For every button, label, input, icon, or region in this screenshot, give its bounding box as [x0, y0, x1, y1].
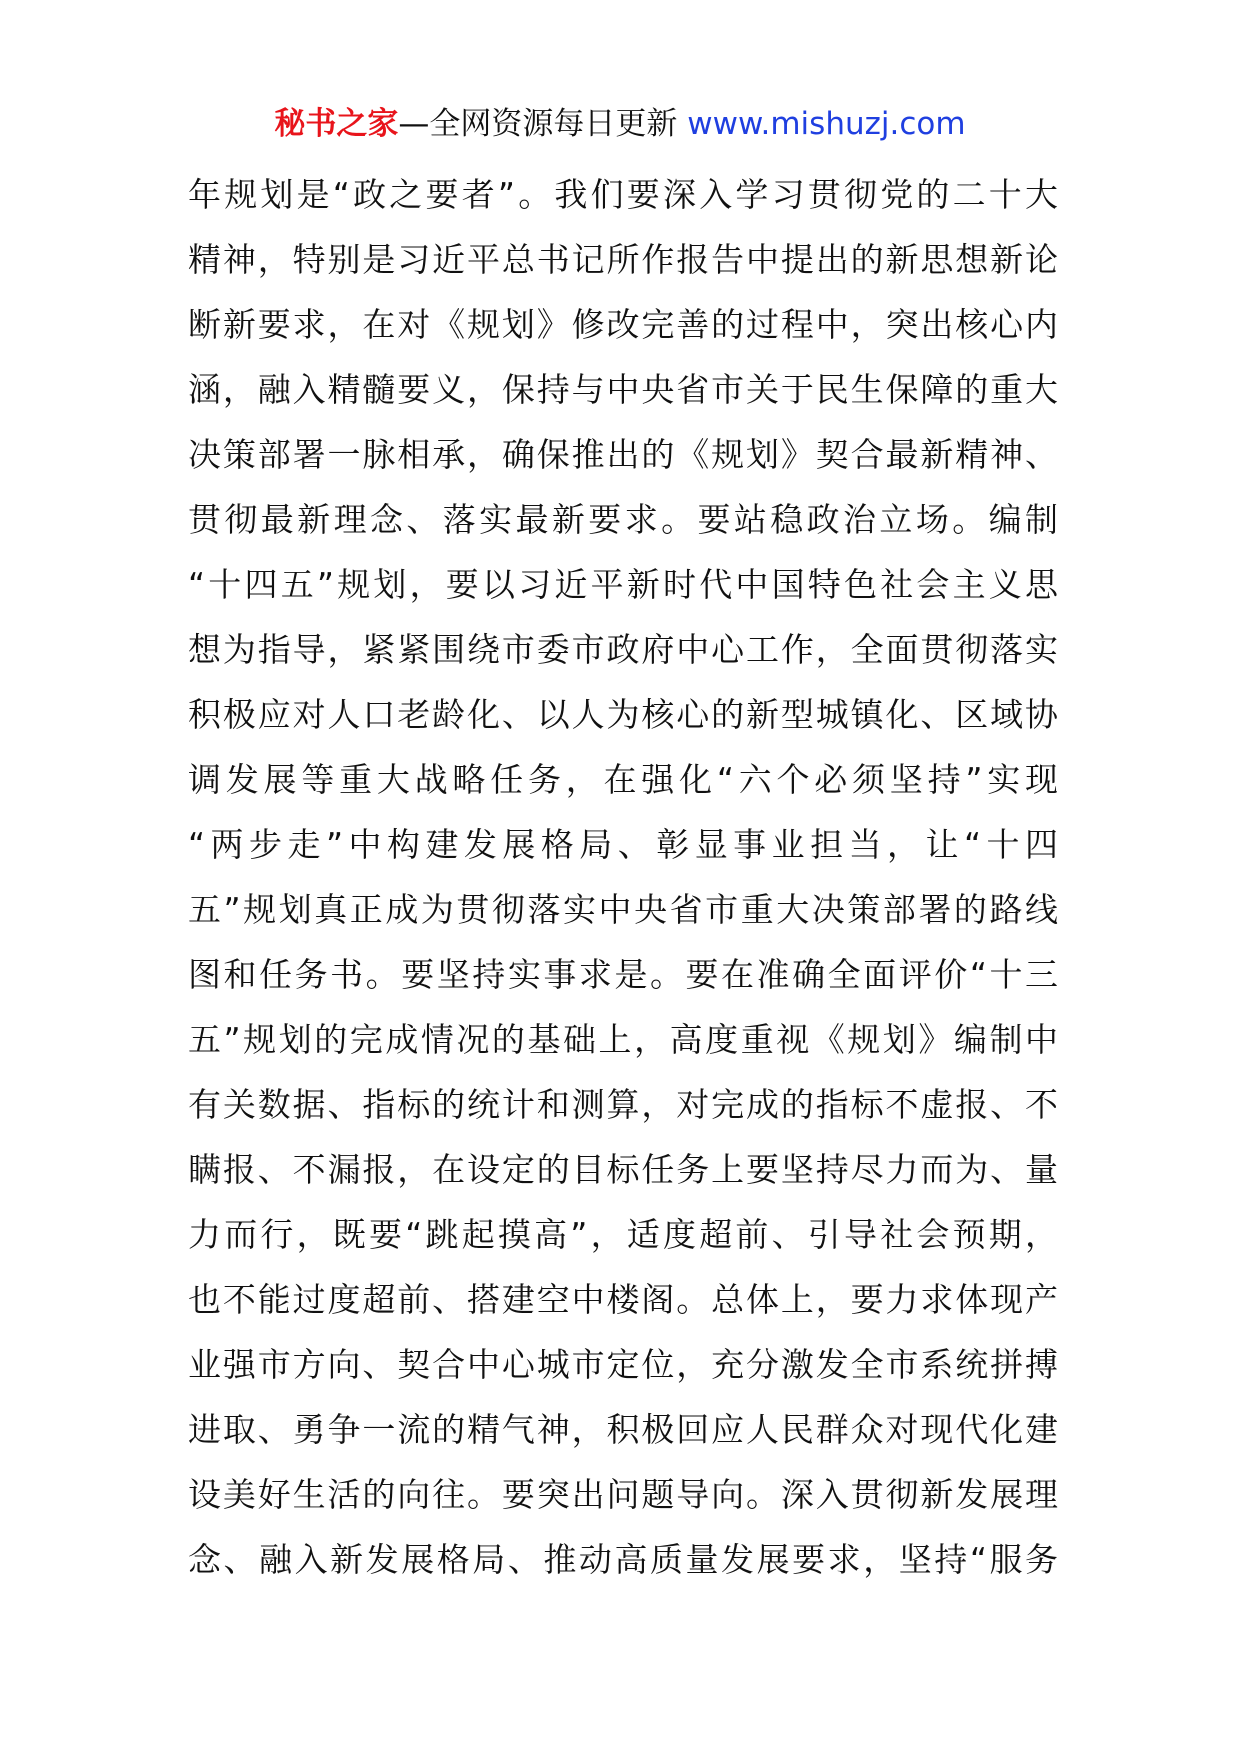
body-line: 五”规划真正成为贯彻落实中央省市重大决策部署的路线 — [188, 890, 1058, 929]
body-line: 设美好生活的向往。要突出问题导向。深入贯彻新发展理 — [188, 1475, 1058, 1514]
body-line: 瞒报、不漏报，在设定的目标任务上要坚持尽力而为、量 — [188, 1150, 1058, 1189]
site-url-link[interactable]: www.mishuzj.com — [687, 106, 966, 142]
header-tagline: —全网资源每日更新 — [398, 106, 678, 142]
body-line: 断新要求，在对《规划》修改完善的过程中，突出核心内 — [188, 305, 1058, 344]
body-line: 年规划是“政之要者”。我们要深入学习贯彻党的二十大 — [188, 175, 1058, 214]
body-line: 五”规划的完成情况的基础上，高度重视《规划》编制中 — [188, 1020, 1058, 1059]
document-body — [188, 162, 1058, 1592]
body-line: 图和任务书。要坚持实事求是。要在准确全面评价“十三 — [188, 955, 1058, 994]
brand-name: 秘书之家 — [274, 106, 399, 142]
page-header — [0, 98, 1240, 150]
body-line: 力而行，既要“跳起摸高”，适度超前、引导社会预期， — [188, 1215, 1058, 1254]
body-line: 有关数据、指标的统计和测算，对完成的指标不虚报、不 — [188, 1085, 1058, 1124]
body-line: 积极应对人口老龄化、以人为核心的新型城镇化、区域协 — [188, 695, 1058, 734]
body-line: 想为指导，紧紧围绕市委市政府中心工作，全面贯彻落实 — [188, 630, 1058, 669]
body-line: “十四五”规划，要以习近平新时代中国特色社会主义思 — [188, 565, 1058, 604]
body-line: 决策部署一脉相承，确保推出的《规划》契合最新精神、 — [188, 435, 1058, 474]
body-line: 贯彻最新理念、落实最新要求。要站稳政治立场。编制 — [188, 500, 1058, 539]
body-line: “两步走”中构建发展格局、彰显事业担当，让“十四 — [188, 825, 1058, 864]
body-line: 调发展等重大战略任务，在强化“六个必须坚持”实现 — [188, 760, 1058, 799]
body-line: 也不能过度超前、搭建空中楼阁。总体上，要力求体现产 — [188, 1280, 1058, 1319]
body-line: 进取、勇争一流的精气神，积极回应人民群众对现代化建 — [188, 1410, 1058, 1449]
body-line: 涵，融入精髓要义，保持与中央省市关于民生保障的重大 — [188, 370, 1058, 409]
body-line: 念、融入新发展格局、推动高质量发展要求，坚持“服务 — [188, 1540, 1058, 1579]
body-line: 精神，特别是习近平总书记所作报告中提出的新思想新论 — [188, 240, 1058, 279]
body-line: 业强市方向、契合中心城市定位，充分激发全市系统拼搏 — [188, 1345, 1058, 1384]
